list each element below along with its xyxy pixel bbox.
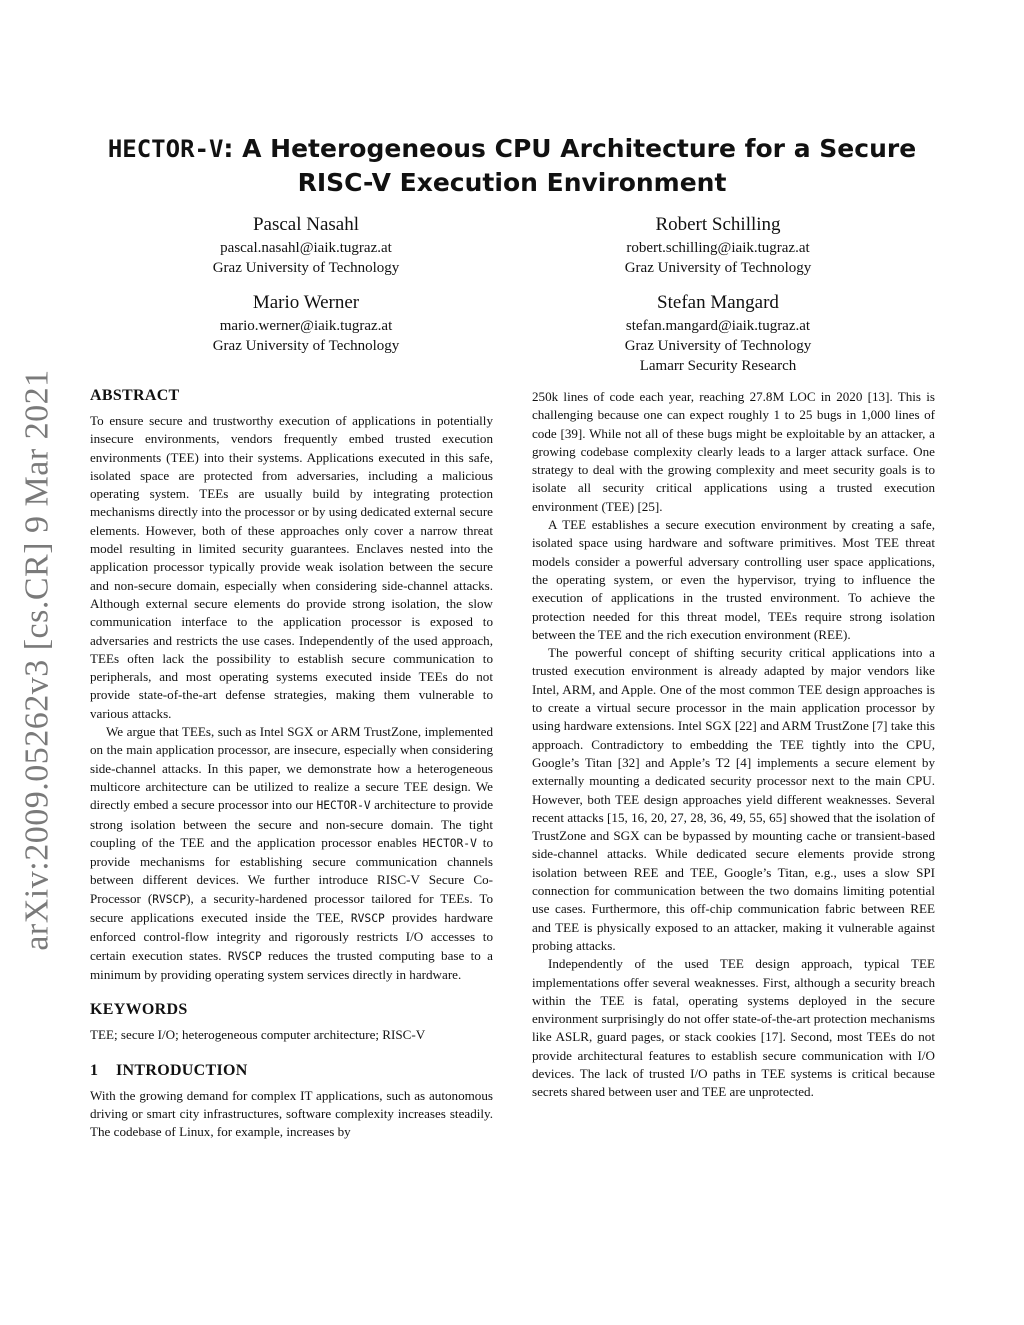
author-name: Pascal Nasahl: [252, 214, 360, 235]
title-line-1: [80, 132, 944, 166]
introduction-heading: [90, 1061, 493, 1081]
arxiv-identifier-text: arXiv:2009.05262v3 [cs.CR] 9 Mar 2021: [19, 369, 57, 951]
rvscp-name: RVSCP: [227, 949, 262, 963]
author-affiliation: Graz University of Technology: [624, 338, 812, 354]
introduction-paragraph: With the growing demand for complex IT applications, such as autonomous driving or smart city infrastructures, software complexity increases steadily. The codebase of Linux, for example, increases by: [90, 1087, 493, 1140]
abstract-heading: ABSTRACT: [90, 387, 180, 404]
introduction-paragraph: The powerful concept of shifting security critical applications into a trusted execution environment is already adapted by major vendors like Intel, ARM, and Apple. One of the most common TEE design approaches is to create a virtual secure processor in the main application processor by using hardware extensions. Intel SGX [22] and ARM TrustZone [7] take this approach. Contradictory to embedding the TEE tightly into the CPU, Google’s Titan [32] and Apple’s T2 [4] implements a secure element by externally mounting a dedicated security processor next to the main CPU. However, both TEE design approaches yield different weaknesses. Several recent attacks [15, 16, 20, 27, 28, 36, 49, 55, 65] showed that the isolation of TrustZone and SGX can be bypassed by mounting cache or transient-based side-channel attacks. While dedicated secure elements provide strong isolation between REE and TEE, Google’s Titan, e.g., uses a slow SPI connection for communication between the two domains limiting potential use cases. Furthermore, this off-chip communication fabric between REE and TEE is physically exposed to an attacker, making it vulnerable against probing attacks.: [532, 645, 935, 953]
abstract-paragraph: [90, 723, 493, 984]
title-line-1-rest: : A Heterogeneous CPU Architecture for a Secure: [223, 134, 917, 163]
keywords-heading: KEYWORDS: [90, 1001, 188, 1019]
author-block: [141, 212, 471, 278]
abstract-text: We argue that TEEs, such as Intel SGX or ARM TrustZone, implemented on the main application processor, are insecure, especially when considering side-channel attacks. In this paper, we demonstrate how a heterogeneous multicore architecture can be utilized to realize a secure TEE design. We directly embed a secure processor into our: [90, 724, 493, 813]
author-block: [553, 212, 883, 278]
author-name: Robert Schilling: [655, 214, 781, 235]
abstract-paragraph: To ensure secure and trustworthy execution of applications in potentially insecure environments, vendors frequently embed trusted execution environments (TEE) into their systems. Applications executed in this safe, isolated space are protected from adversaries, including a malicious operating system. TEEs are usually build by integrating protection mechanisms directly into the processor or by using dedicated external secure elements. However, both of these approaches only cover a narrow threat model resulting in limited security guarantees. Enclaves nested into the application processor typically provide weak isolation between the secure and non-secure domain, especially when considering side-channel attacks. Although external secure elements do provide strong isolation, the slow communication interface to the application processor is exposed to adversaries and restricts the use cases. Independently of the used approach, TEEs often lack the possibility to establish secure communication to peripherals, and most operating systems executed inside TEEs do not provide state-of-the-art defense strategies, making them vulnerable to various attacks.: [90, 413, 493, 721]
introduction-paragraph-continued: 250k lines of code each year, reaching 27.8M LOC in 2020 [13]. This is challenging because one can expect roughly 1 to 25 bugs in 1,000 lines of code [39]. While not all of these bugs might be exploitable by an attacker, a growing codebase complexity clearly leads to a larger attack surface. One strategy to deal with the growing complexity and meet security goals is to isolate all security critical applications using a trusted execution environment (TEE) [25].: [532, 389, 935, 514]
title-line-2: RISC-V Execution Environment: [297, 168, 727, 197]
rvscp-name: RVSCP: [350, 912, 385, 926]
abstract-text: architecture to provide strong isolation between the secure and non-secure domain. The tight coupling of the TEE and the application processor enables: [90, 797, 493, 850]
arxiv-identifier-stamp: [8, 360, 68, 960]
keywords-text: TEE; secure I/O; heterogeneous computer architecture; RISC-V: [90, 1027, 426, 1043]
author-email: mario.werner@iaik.tugraz.at: [219, 318, 393, 334]
introduction-paragraph: Independently of the used TEE design approach, typical TEE implementations offer several weaknesses. First, although a security breach within the TEE is fatal, operating systems deployed in the secure environment surprisingly do not offer state-of-the-art protection mechanisms like ASLR, guard pages, or stack cookies [17]. Second, most TEEs do not provide architectural features to establish secure communication with I/O devices. The lack of trusted I/O paths in TEE systems is critical because secrets shared between user and TEE are unprotected.: [532, 956, 935, 1100]
author-block: [553, 290, 883, 376]
right-column: [532, 388, 935, 1102]
introduction-paragraph: A TEE establishes a secure execution environment by creating a safe, isolated space using hardware and software primitives. Most TEE threat models consider a powerful adversary controlling user space applications, the operating system, or even the hypervisor, trying to influence the execution of applications in the trusted environment. To achieve the protection needed for this threat model, TEEs require strong isolation between the TEE and the rich execution environment (REE).: [532, 517, 935, 642]
section-number: 1: [90, 1061, 99, 1079]
abstract-text: to provide mechanisms for establishing secure communication channels between different devices. We further introduce RISC-V Secure Co-Processor (: [90, 834, 493, 906]
author-name: Stefan Mangard: [657, 292, 779, 313]
author-affiliation: Graz University of Technology: [212, 260, 400, 276]
abstract-text: reduces the trusted computing base to a minimum by providing operating system services directly in hardware.: [90, 947, 493, 982]
abstract-text: provides hardware enforced control-flow integrity and rigorously restricts I/O accesses to certain execution states.: [90, 910, 493, 963]
author-name: Mario Werner: [252, 292, 360, 313]
author-affiliation: Graz University of Technology: [212, 338, 400, 354]
system-name: HECTOR-V: [422, 836, 477, 850]
author-email: pascal.nasahl@iaik.tugraz.at: [220, 240, 392, 256]
author-block: [141, 290, 471, 356]
author-email: stefan.mangard@iaik.tugraz.at: [625, 318, 811, 334]
left-column: [90, 386, 493, 1141]
rvscp-name: RVSCP: [152, 892, 187, 906]
author-affiliation-secondary: Lamarr Security Research: [639, 358, 797, 374]
paper-title: [80, 132, 944, 199]
section-title: INTRODUCTION: [116, 1061, 248, 1079]
abstract-text: ), a security-hardened processor tailored for TEEs. To secure applications executed inside the TEE,: [90, 890, 494, 926]
system-name: HECTOR-V: [316, 799, 371, 813]
author-email: robert.schilling@iaik.tugraz.at: [626, 240, 810, 256]
author-affiliation: Graz University of Technology: [624, 260, 812, 276]
title-system-name: HECTOR-V: [107, 135, 224, 163]
